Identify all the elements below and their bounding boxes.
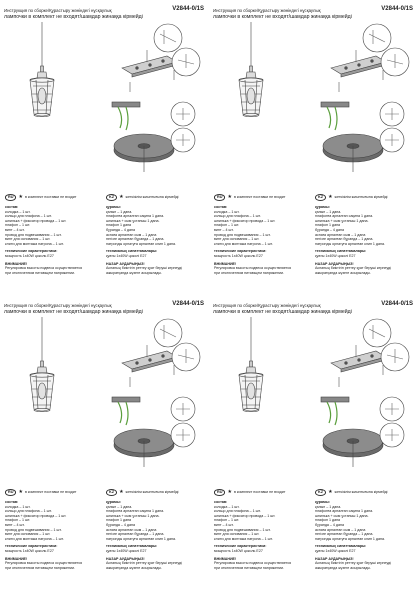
list-item: қуаты 1x40W цоколі E27 [315,548,356,553]
contents-list [106,505,204,542]
assembly-illustration [2,22,207,190]
list-item: кольцо для плафона – 1 шт. [5,509,52,514]
contents-list [214,505,312,542]
list-item: клинч для монтажа патрона – 1 шт. [5,536,64,541]
list-item: қалып – 1 дана. [315,209,342,214]
mounting-detail-drawing [112,397,195,467]
legend-kz [315,194,387,201]
list-item: негізге арналған бұранда – 1 дана. [315,237,374,242]
warning-text [214,266,312,275]
list-item: при отключенном питающем напряжении. [214,270,285,275]
column-kz [106,500,204,570]
list-item: Аспаның биіктігін реттеу қуат беруші кернеуді [315,266,392,271]
list-item: винт – 4 шт. [214,227,234,232]
star-icon: ★ [18,488,23,495]
ceiling-bracket-drawing [331,50,386,92]
contents-label: состав: [214,500,228,504]
instruction-sheet [211,8,416,300]
list-item: плафон 1 дана [106,518,132,523]
column-kz [106,205,204,275]
column-ru [214,205,312,275]
instruction-sheet [2,303,207,595]
contents-list [214,210,312,247]
list-item: шпилька + фиксатор провода – 1 шт. [214,513,276,518]
list-item: қуаты 1x40W цоколі E27 [106,253,147,258]
list-item: винт для основания – 1 шт. [214,532,260,537]
list-item: аспаға арналған сым – 1 дана [106,232,157,237]
list-item: бұранда – 4 дана [315,227,345,232]
specs-label: технические характеристики: [214,544,267,549]
star-icon: ★ [18,193,23,200]
list-item: колодка – 1 шт. [5,209,31,214]
contents-list [315,505,413,542]
list-item: провод для подвешивания – 1 шт. [5,527,62,532]
header-title: Инструкция по сборке/Құрастыру жөніндегі нұсқаулық [4,8,112,13]
legend-ru [5,194,76,201]
list-item: колодка – 1 шт. [214,209,240,214]
list-item: мощность 1x40W цоколь E27 [5,548,54,553]
model-number: V2844-0/1S [172,301,204,307]
model-number: V2844-0/1S [381,6,413,12]
star-icon: ★ [119,488,124,495]
model-number: V2844-0/1S [172,6,204,12]
list-item: Регулировка высоты подвеса осуществляется [214,266,292,271]
contents-label: состав: [214,205,228,209]
warning-label: НАЗАР АУДАРЫҢЫЗ! [106,556,145,561]
list-item: Регулировка высоты подвеса осуществляется [214,561,292,566]
list-item: негізге арналған бұранда – 1 дана. [315,532,374,537]
list-item: Регулировка высоты подвеса осуществляется [5,266,83,271]
list-item: шпилька + фиксатор провода – 1 шт. [214,218,276,223]
assembly-illustration [211,317,416,485]
star-icon: ★ [227,488,232,495]
legend-ru [214,489,285,496]
list-item: плафон – 1 шт. [5,518,31,523]
list-item: ажыратқанда жүзеге асырылады. [315,270,371,275]
legend-ru [214,194,285,201]
list-item: Аспаның биіктігін реттеу қуат беруші кернеуді [106,561,183,566]
column-kz [315,500,413,570]
warning-label: ВНИМАНИЕ! [5,261,28,266]
list-item: винт – 4 шт. [214,522,234,527]
list-item: плафон 1 дана [315,223,341,228]
list-item: при отключенном питающем напряжении. [5,565,76,570]
kz-badge: KZ [315,489,326,496]
warning-label: ВНИМАНИЕ! [214,261,237,266]
column-kz [315,205,413,275]
list-item: қалып – 1 дана. [315,504,342,509]
list-item: плафон 1 дана [315,518,341,523]
mounting-detail-drawing [112,102,195,172]
list-item: кольцо для плафона – 1 шт. [5,214,52,219]
list-item: қуаты 1x40W цоколі E27 [106,548,147,553]
specs-label: техникалық сипаттамалары: [106,544,158,549]
contents-label: құрамы: [106,500,121,504]
list-item: плафонға арналған сақина 1 дана. [315,509,374,514]
ceiling-bracket-drawing [122,345,177,387]
assembly-illustration [2,317,207,485]
list-item: провод для подвешивания – 1 шт. [214,527,271,532]
ceiling-bracket-drawing [331,345,386,387]
star-icon: ★ [328,193,333,200]
list-item: Регулировка высоты подвеса осуществляется [5,561,83,566]
list-item: қалып – 1 дана. [106,504,133,509]
header-subtitle: лампочки в комплект не входят/шамдар жинаққа кірмейді [213,13,352,20]
specs-label: технические характеристики: [214,249,267,254]
list-item: кольцо для плафона – 1 шт. [214,214,261,219]
list-item: шпилька + сым ұстағыш 1 дана. [106,513,160,518]
instruction-header [213,8,413,20]
list-item: плафонға арналған сақина 1 дана. [106,509,165,514]
warning-label: НАЗАР АУДАРЫҢЫЗ! [315,556,354,561]
list-item: колодка – 1 шт. [214,504,240,509]
list-item: винт для основания – 1 шт. [214,237,260,242]
list-item: винт – 4 шт. [5,227,25,232]
star-icon: ★ [227,193,232,200]
instruction-header [4,303,204,315]
warning-label: НАЗАР АУДАРЫҢЫЗ! [106,261,145,266]
list-item: патронды орнатуға арналған клин 1 дана. [315,241,386,246]
legend-kz-text: жеткізілім жиынтығына кірмейді [125,195,179,200]
legend-ru-text: в комплект поставки не входит [24,195,77,200]
pendant-lamp-drawing [30,317,54,412]
list-item: шпилька + сым ұстағыш 1 дана. [315,218,369,223]
list-item: мощность 1x40W цоколь E27 [214,548,263,553]
list-item: негізге арналған бұранда – 1 дана. [106,237,165,242]
list-item: Аспаның биіктігін реттеу қуат беруші кернеуді [106,266,183,271]
warning-text [315,561,413,570]
ru-badge: RU [214,194,225,201]
ceiling-bracket-drawing [122,50,177,92]
mounting-detail-drawing [321,102,404,172]
ru-badge: RU [214,489,225,496]
specs-label: технические характеристики: [5,249,58,254]
list-item: шпилька + сым ұстағыш 1 дана. [315,513,369,518]
legend-kz-text: жеткізілім жиынтығына кірмейді [334,195,388,200]
list-item: плафон – 1 шт. [214,518,240,523]
list-item: клинч для монтажа патрона – 1 шт. [214,536,273,541]
kz-badge: KZ [315,194,326,201]
legend-kz [106,194,178,201]
list-item: аспаға арналған сым – 1 дана [106,527,157,532]
list-item: негізге арналған бұранда – 1 дана. [106,532,165,537]
contents-list [5,505,103,542]
list-item: плафонға арналған сақина 1 дана. [106,214,165,219]
list-item: плафонға арналған сақина 1 дана. [315,214,374,219]
list-item: при отключенном питающем напряжении. [214,565,285,570]
list-item: клинч для монтажа патрона – 1 шт. [5,241,64,246]
header-title: Инструкция по сборке/Құрастыру жөніндегі нұсқаулық [213,8,321,13]
list-item: патронды орнатуға арналған клин 1 дана. [106,241,177,246]
list-item: клинч для монтажа патрона – 1 шт. [214,241,273,246]
warning-label: НАЗАР АУДАРЫҢЫЗ! [315,261,354,266]
list-item: колодка – 1 шт. [5,504,31,509]
ru-badge: RU [5,489,16,496]
list-item: қуаты 1x40W цоколі E27 [315,253,356,258]
warning-text [106,561,204,570]
list-item: винт для основания – 1 шт. [5,237,51,242]
warning-text [106,266,204,275]
specs-label: техникалық сипаттамалары: [106,249,158,254]
legend-ru-text: в комплект поставки не входит [233,195,286,200]
model-number: V2844-0/1S [381,301,413,307]
list-item: бұранда – 4 дана [106,227,136,232]
list-item: кольцо для плафона – 1 шт. [214,509,261,514]
header-subtitle: лампочки в комплект не входят/шамдар жинаққа кірмейді [4,308,143,315]
list-item: винт для основания – 1 шт. [5,532,51,537]
ru-badge: RU [5,194,16,201]
list-item: провод для подвешивания – 1 шт. [5,232,62,237]
column-ru [214,500,312,570]
pendant-lamp-drawing [239,317,263,412]
pendant-lamp-drawing [239,22,263,117]
contents-label: состав: [5,205,19,209]
list-item: при отключенном питающем напряжении. [5,270,76,275]
pendant-lamp-drawing [30,22,54,117]
column-ru [5,205,103,275]
warning-text [5,561,103,570]
list-item: ажыратқанда жүзеге асырылады. [315,565,371,570]
list-item: ажыратқанда жүзеге асырылады. [106,565,162,570]
warning-label: ВНИМАНИЕ! [214,556,237,561]
list-item: плафон – 1 шт. [214,223,240,228]
list-item: патронды орнатуға арналған клин 1 дана. [315,536,386,541]
list-item: патронды орнатуға арналған клин 1 дана. [106,536,177,541]
list-item: шпилька + фиксатор провода – 1 шт. [5,513,67,518]
column-ru [5,500,103,570]
header-title: Инструкция по сборке/Құрастыру жөніндегі нұсқаулық [213,303,321,308]
list-item: мощность 1x40W цоколь E27 [214,253,263,258]
legend-kz [315,489,387,496]
warning-label: ВНИМАНИЕ! [5,556,28,561]
warning-text [5,266,103,275]
header-title: Инструкция по сборке/Құрастыру жөніндегі нұсқаулық [4,303,112,308]
list-item: ажыратқанда жүзеге асырылады. [106,270,162,275]
list-item: аспаға арналған сым – 1 дана [315,527,366,532]
contents-label: құрамы: [315,500,330,504]
mounting-detail-drawing [321,397,404,467]
contents-list [315,210,413,247]
instruction-sheet [211,303,416,595]
list-item: плафон – 1 шт. [5,223,31,228]
contents-label: құрамы: [315,205,330,209]
contents-label: құрамы: [106,205,121,209]
contents-list [106,210,204,247]
list-item: аспаға арналған сым – 1 дана [315,232,366,237]
header-subtitle: лампочки в комплект не входят/шамдар жинаққа кірмейді [213,308,352,315]
legend-kz-text: жеткізілім жиынтығына кірмейді [125,490,179,495]
list-item: бұранда – 4 дана [106,522,136,527]
list-item: мощность 1x40W цоколь E27 [5,253,54,258]
legend-kz-text: жеткізілім жиынтығына кірмейді [334,490,388,495]
header-subtitle: лампочки в комплект не входят/шамдар жинаққа кірмейді [4,13,143,20]
legend-ru-text: в комплект поставки не входит [233,490,286,495]
legend-ru-text: в комплект поставки не входит [24,490,77,495]
specs-label: техникалық сипаттамалары: [315,249,367,254]
legend-kz [106,489,178,496]
instruction-header [4,8,204,20]
list-item: плафон 1 дана [106,223,132,228]
instruction-sheet [2,8,207,300]
list-item: винт – 4 шт. [5,522,25,527]
contents-label: состав: [5,500,19,504]
list-item: провод для подвешивания – 1 шт. [214,232,271,237]
star-icon: ★ [119,193,124,200]
instruction-header [213,303,413,315]
assembly-illustration [211,22,416,190]
contents-list [5,210,103,247]
list-item: қалып – 1 дана. [106,209,133,214]
list-item: шпилька + сым ұстағыш 1 дана. [106,218,160,223]
specs-label: технические характеристики: [5,544,58,549]
specs-label: техникалық сипаттамалары: [315,544,367,549]
list-item: шпилька + фиксатор провода – 1 шт. [5,218,67,223]
legend-ru [5,489,76,496]
warning-text [315,266,413,275]
list-item: Аспаның биіктігін реттеу қуат беруші кернеуді [315,561,392,566]
kz-badge: KZ [106,194,117,201]
kz-badge: KZ [106,489,117,496]
star-icon: ★ [328,488,333,495]
list-item: бұранда – 4 дана [315,522,345,527]
warning-text [214,561,312,570]
